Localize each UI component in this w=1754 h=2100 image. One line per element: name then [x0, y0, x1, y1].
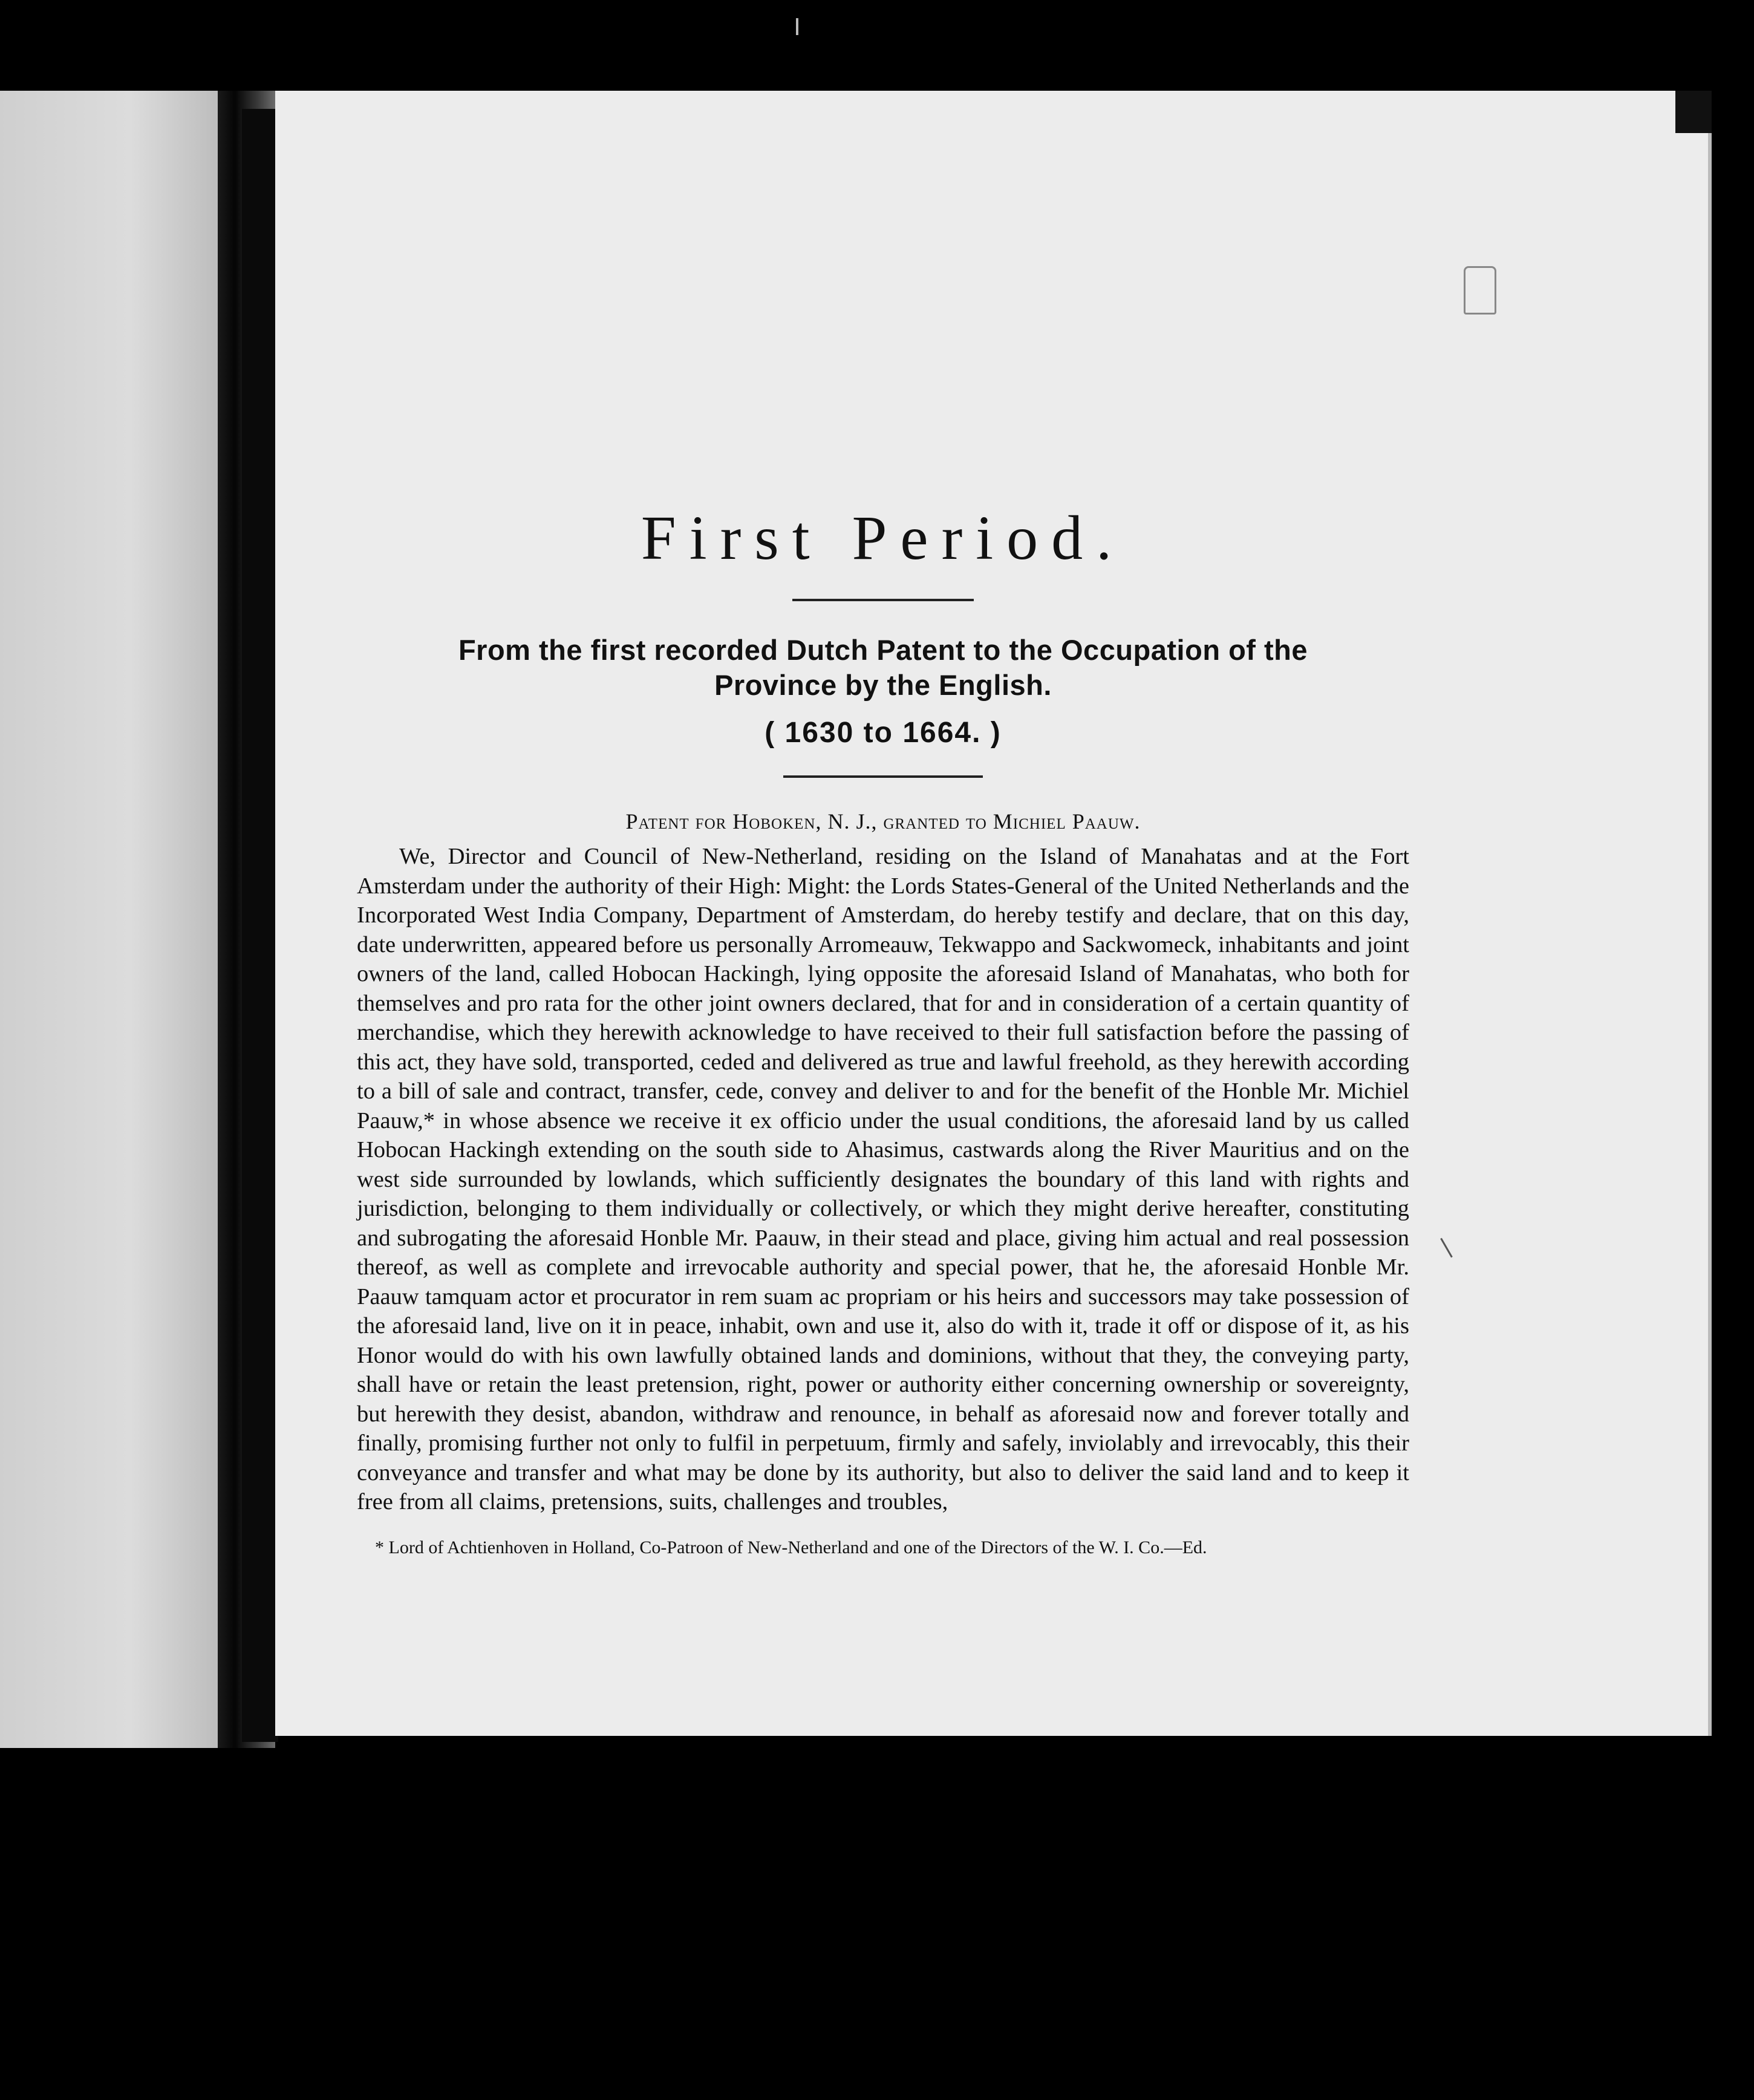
section-heading: Patent for Hoboken, N. J., granted to Michiel Paauw. [625, 809, 1141, 833]
page-title: First Period. [641, 503, 1126, 573]
subtitle-line-2: Province by the English. [714, 669, 1052, 701]
gutter-shadow [242, 109, 278, 1742]
page-corner [1675, 91, 1712, 133]
footnote: * Lord of Achtienhoven in Holland, Co-Patroon of New-Netherland and one of the Directors of the W. I. Co.—Ed. [375, 1537, 1207, 1557]
page-content [357, 502, 1409, 1576]
title-rule [792, 599, 974, 601]
page-tab-mark [1464, 266, 1496, 315]
body-text: We, Director and Council of New-Netherland, residing on the Island of Manahatas and at the Fort Amsterdam under the authority of their High: Might: the Lords States-General of the United Netherlands and the Incorporated West India Company, Department of Amsterdam, do hereby testify and declare, that on this day, date underwritten, appeared before us personally Arromeauw, Tekwappo and Sackwomeck, inhabitants and joint owners of the land, called Hobocan Hackingh, lying opposite the aforesaid Island of Manahatas, who both for themselves and pro rata for the other joint owners declared, that for and in consideration of a certain quantity of merchandise, which they herewith acknowledge to have received to their full satisfaction before the passing of this act, they have sold, transported, ceded and delivered as true and lawful freehold, as they herewith according to a bill of sale and contract, transfer, cede, convey and deliver to and for the benefit of the Honble Mr. Michiel Paauw,* in whose absence we receive it ex officio under the usual conditions, the aforesaid land by us called Hobocan Hackingh extending on the south side to Ahasimus, castwards along the River Mauritius and on the west side surrounded by lowlands, which sufficiently designates the boundary of this land with rights and jurisdiction, belonging to them individually or collectively, or which they might derive hereafter, constituting and subrogating the aforesaid Honble Mr. Paauw, in their stead and place, giving him actual and real possession thereof, as well as complete and irrevocable authority and special power, that he, the aforesaid Honble Mr. Paauw tamquam actor et procurator in rem suam ac propriam or his heirs and successors may take possession of the aforesaid land, live on it in peace, inhabit, own and use it, also do with it, trade it off or dispose of it, as his Honor would do with his own lawfully obtained lands and dominions, without that they, the conveying party, shall have or retain the least pretension, right, power or authority either concerning ownership or sovereignty, but herewith they desist, abandon, withdraw and renounce, in behalf as aforesaid now and forever totally and finally, promising further not only to fulfil in perpetuum, firmly and safely, inviolably and irrevocably, this their conveyance and transfer and what may be done by its authority, but also to deliver the said land and to keep it free from all claims, pretensions, suits, challenges and troubles, [357, 844, 1409, 1515]
left-page-edge [0, 91, 218, 1748]
section-rule [783, 775, 983, 778]
subtitle-line-1: From the first recorded Dutch Patent to the Occupation of the [458, 634, 1308, 666]
date-range: ( 1630 to 1664. ) [765, 717, 1002, 749]
crop-mark [796, 18, 798, 35]
